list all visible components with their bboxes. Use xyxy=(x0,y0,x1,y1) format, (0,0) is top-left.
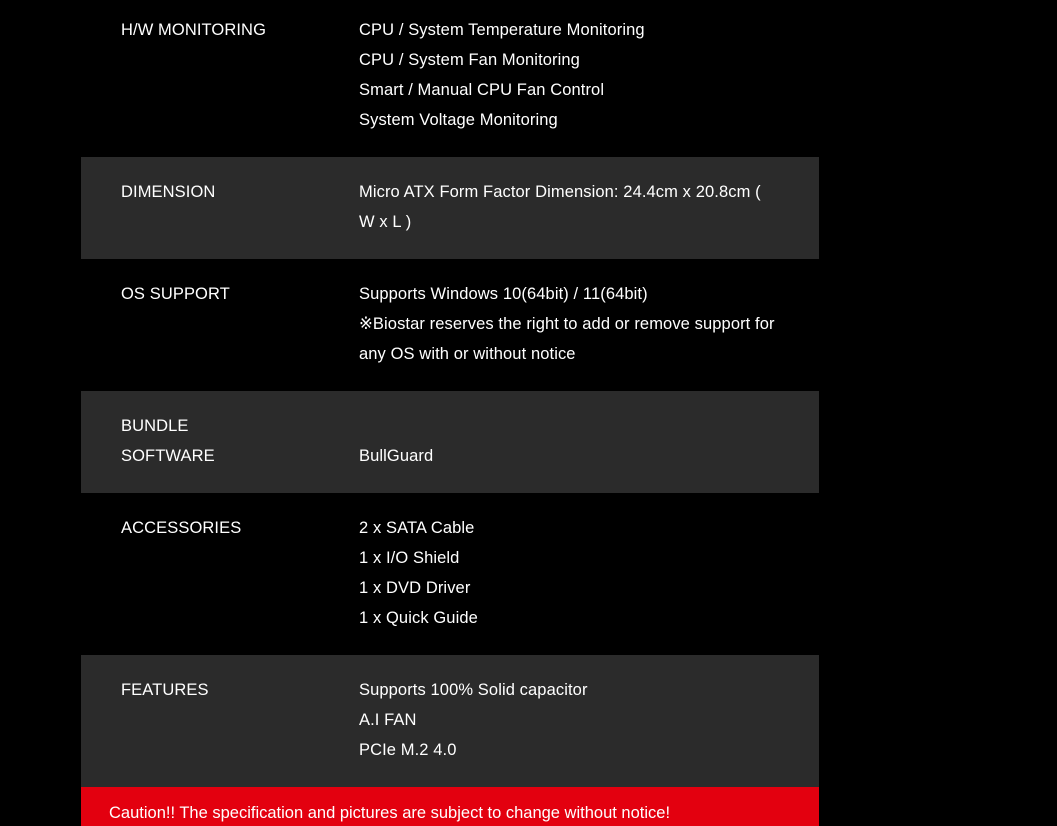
spec-label xyxy=(121,513,341,543)
spec-row-os-support xyxy=(81,259,819,391)
spec-value: 1 x DVD Driver xyxy=(359,579,471,597)
spec-value: PCIe M.2 4.0 xyxy=(359,741,457,759)
spec-row-hw-monitoring xyxy=(81,0,819,157)
spec-value: 2 x SATA Cable xyxy=(359,519,475,537)
spec-value: System Voltage Monitoring xyxy=(359,111,558,129)
spec-value: ※Biostar reserves the right to add or remove support for any OS with or without notice xyxy=(359,315,775,363)
spec-row-features xyxy=(81,655,819,787)
spec-value: CPU / System Temperature Monitoring xyxy=(359,21,645,39)
spec-label xyxy=(121,15,341,45)
spec-value: Supports Windows 10(64bit) / 11(64bit) xyxy=(359,285,648,303)
spec-label-line: H/W MONITORING xyxy=(121,21,267,39)
spec-values xyxy=(359,15,789,135)
spec-values xyxy=(359,513,789,633)
spec-label-line: ACCESSORIES xyxy=(121,519,242,537)
spec-value: Smart / Manual CPU Fan Control xyxy=(359,81,605,99)
spec-label-line: OS SUPPORT xyxy=(121,285,230,303)
spec-label-line: SOFTWARE xyxy=(121,447,215,465)
spec-row-accessories xyxy=(81,493,819,655)
spec-value: CPU / System Fan Monitoring xyxy=(359,51,580,69)
spec-value: A.I FAN xyxy=(359,711,417,729)
caution-banner xyxy=(81,787,819,826)
spec-value: 1 x I/O Shield xyxy=(359,549,460,567)
spec-row-bundle-software xyxy=(81,391,819,493)
spec-value: Micro ATX Form Factor Dimension: 24.4cm x 20.8cm ( W x L ) xyxy=(359,183,761,231)
spec-label xyxy=(121,675,341,705)
spec-label-line: DIMENSION xyxy=(121,183,216,201)
spec-value: Supports 100% Solid capacitor xyxy=(359,681,588,699)
spec-label-line: BUNDLE xyxy=(121,417,189,435)
spec-values xyxy=(359,177,771,237)
spec-values xyxy=(359,441,789,471)
spec-label xyxy=(121,177,341,207)
spec-values xyxy=(359,279,784,369)
spec-row-dimension xyxy=(81,157,819,259)
spec-table xyxy=(81,0,819,787)
spec-label xyxy=(121,279,341,309)
spec-label xyxy=(121,411,341,471)
spec-value: BullGuard xyxy=(359,447,434,465)
spec-label-line: FEATURES xyxy=(121,681,209,699)
spec-values xyxy=(359,675,789,765)
spec-value: 1 x Quick Guide xyxy=(359,609,478,627)
caution-text: Caution!! The specification and pictures are subject to change without notice! xyxy=(109,804,671,822)
